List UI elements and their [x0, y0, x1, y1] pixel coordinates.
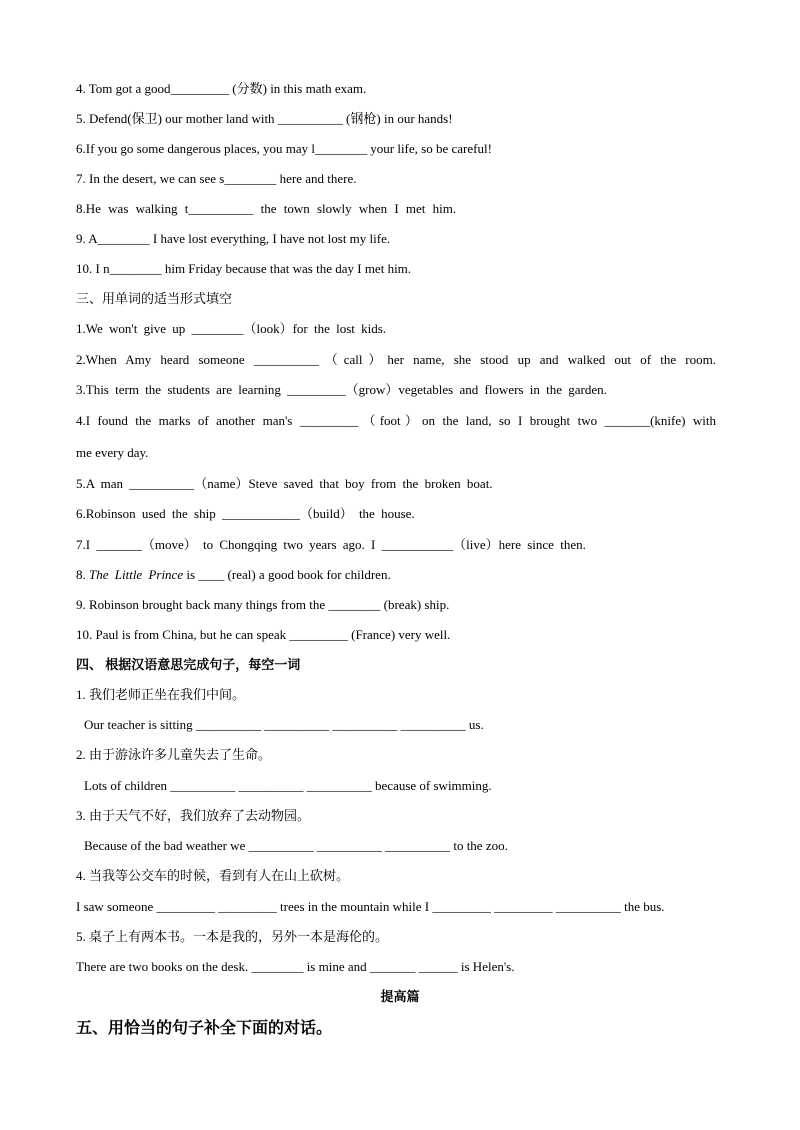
item-number: 8. — [76, 567, 89, 582]
section-heading-5: 五、用恰当的句子补全下面的对话。 — [76, 1020, 333, 1037]
chinese-prompt: 4. 当我等公交车的时候，看到有人在山上砍树。 — [76, 868, 350, 883]
chinese-prompt: 5. 桌子上有两本书。一本是我的，另外一本是海伦的。 — [76, 929, 389, 944]
exercise-line: I saw someone _________ _________ trees in the mountain while I _________ _________ __________ the bus. — [76, 899, 665, 914]
exercise-line: 8.He was walking t__________ the town slowly when I met him. — [76, 201, 457, 216]
book-title: The Little Prince — [89, 567, 184, 582]
exercise-line: Because of the bad weather we __________ __________ __________ to the zoo. — [84, 838, 508, 853]
exercise-line: 6.Robinson used the ship ____________（build） the house. — [76, 506, 415, 521]
exercise-line: There are two books on the desk. ________ is mine and _______ ______ is Helen's. — [76, 959, 515, 974]
exercise-line: 1.We won't give up ________（look）for the lost kids. — [76, 321, 387, 336]
exercise-line: 5. Defend(保卫) our mother land with __________ (钢枪) in our hands! — [76, 111, 453, 126]
exercise-line: 4. Tom got a good_________ (分数) in this math exam. — [76, 81, 367, 96]
item-text: is ____ (real) a good book for children. — [183, 567, 391, 582]
exercise-line: 9. A________ I have lost everything, I have not lost my life. — [76, 231, 391, 246]
exercise-line: 7.I _______（move） to Chongqing two years ago. I ___________（live）here since then. — [76, 537, 586, 552]
exercise-line: 7. In the desert, we can see s________ here and there. — [76, 171, 357, 186]
chinese-prompt: 2. 由于游泳许多儿童失去了生命。 — [76, 747, 272, 762]
exercise-line: 5.A man __________（name）Steve saved that boy from the broken boat. — [76, 476, 493, 491]
exercise-line: 4.I found the marks of another man's _________（foot）on the land, so I brought two _______(knife) with — [76, 413, 716, 428]
exercise-line: 10. Paul is from China, but he can speak _________ (France) very well. — [76, 627, 451, 642]
chinese-prompt: 1. 我们老师正坐在我们中间。 — [76, 687, 246, 702]
exercise-line: Lots of children __________ __________ __________ because of swimming. — [84, 778, 492, 793]
exercise-line: 6.If you go some dangerous places, you may l________ your life, so be careful! — [76, 141, 492, 156]
section-heading-3: 三、用单词的适当形式填空 — [76, 291, 233, 306]
exercise-line: Our teacher is sitting __________ __________ __________ __________ us. — [84, 717, 484, 732]
chinese-prompt: 3. 由于天气不好，我们放弃了去动物园。 — [76, 808, 311, 823]
section-title: 提高篇 — [380, 989, 420, 1004]
exercise-line: 9. Robinson brought back many things from the ________ (break) ship. — [76, 597, 450, 612]
exercise-line: me every day. — [76, 445, 149, 460]
exercise-line: 2.When Amy heard someone __________（call）her name, she stood up and walked out of the room. — [76, 352, 716, 367]
exercise-line: 10. I n________ him Friday because that was the day I met him. — [76, 261, 412, 276]
section-heading-4: 四、 根据汉语意思完成句子，每空一词 — [76, 657, 301, 672]
exercise-line — [76, 567, 716, 583]
exercise-line: 3.This term the students are learning _________（grow）vegetables and flowers in the garden. — [76, 382, 607, 397]
